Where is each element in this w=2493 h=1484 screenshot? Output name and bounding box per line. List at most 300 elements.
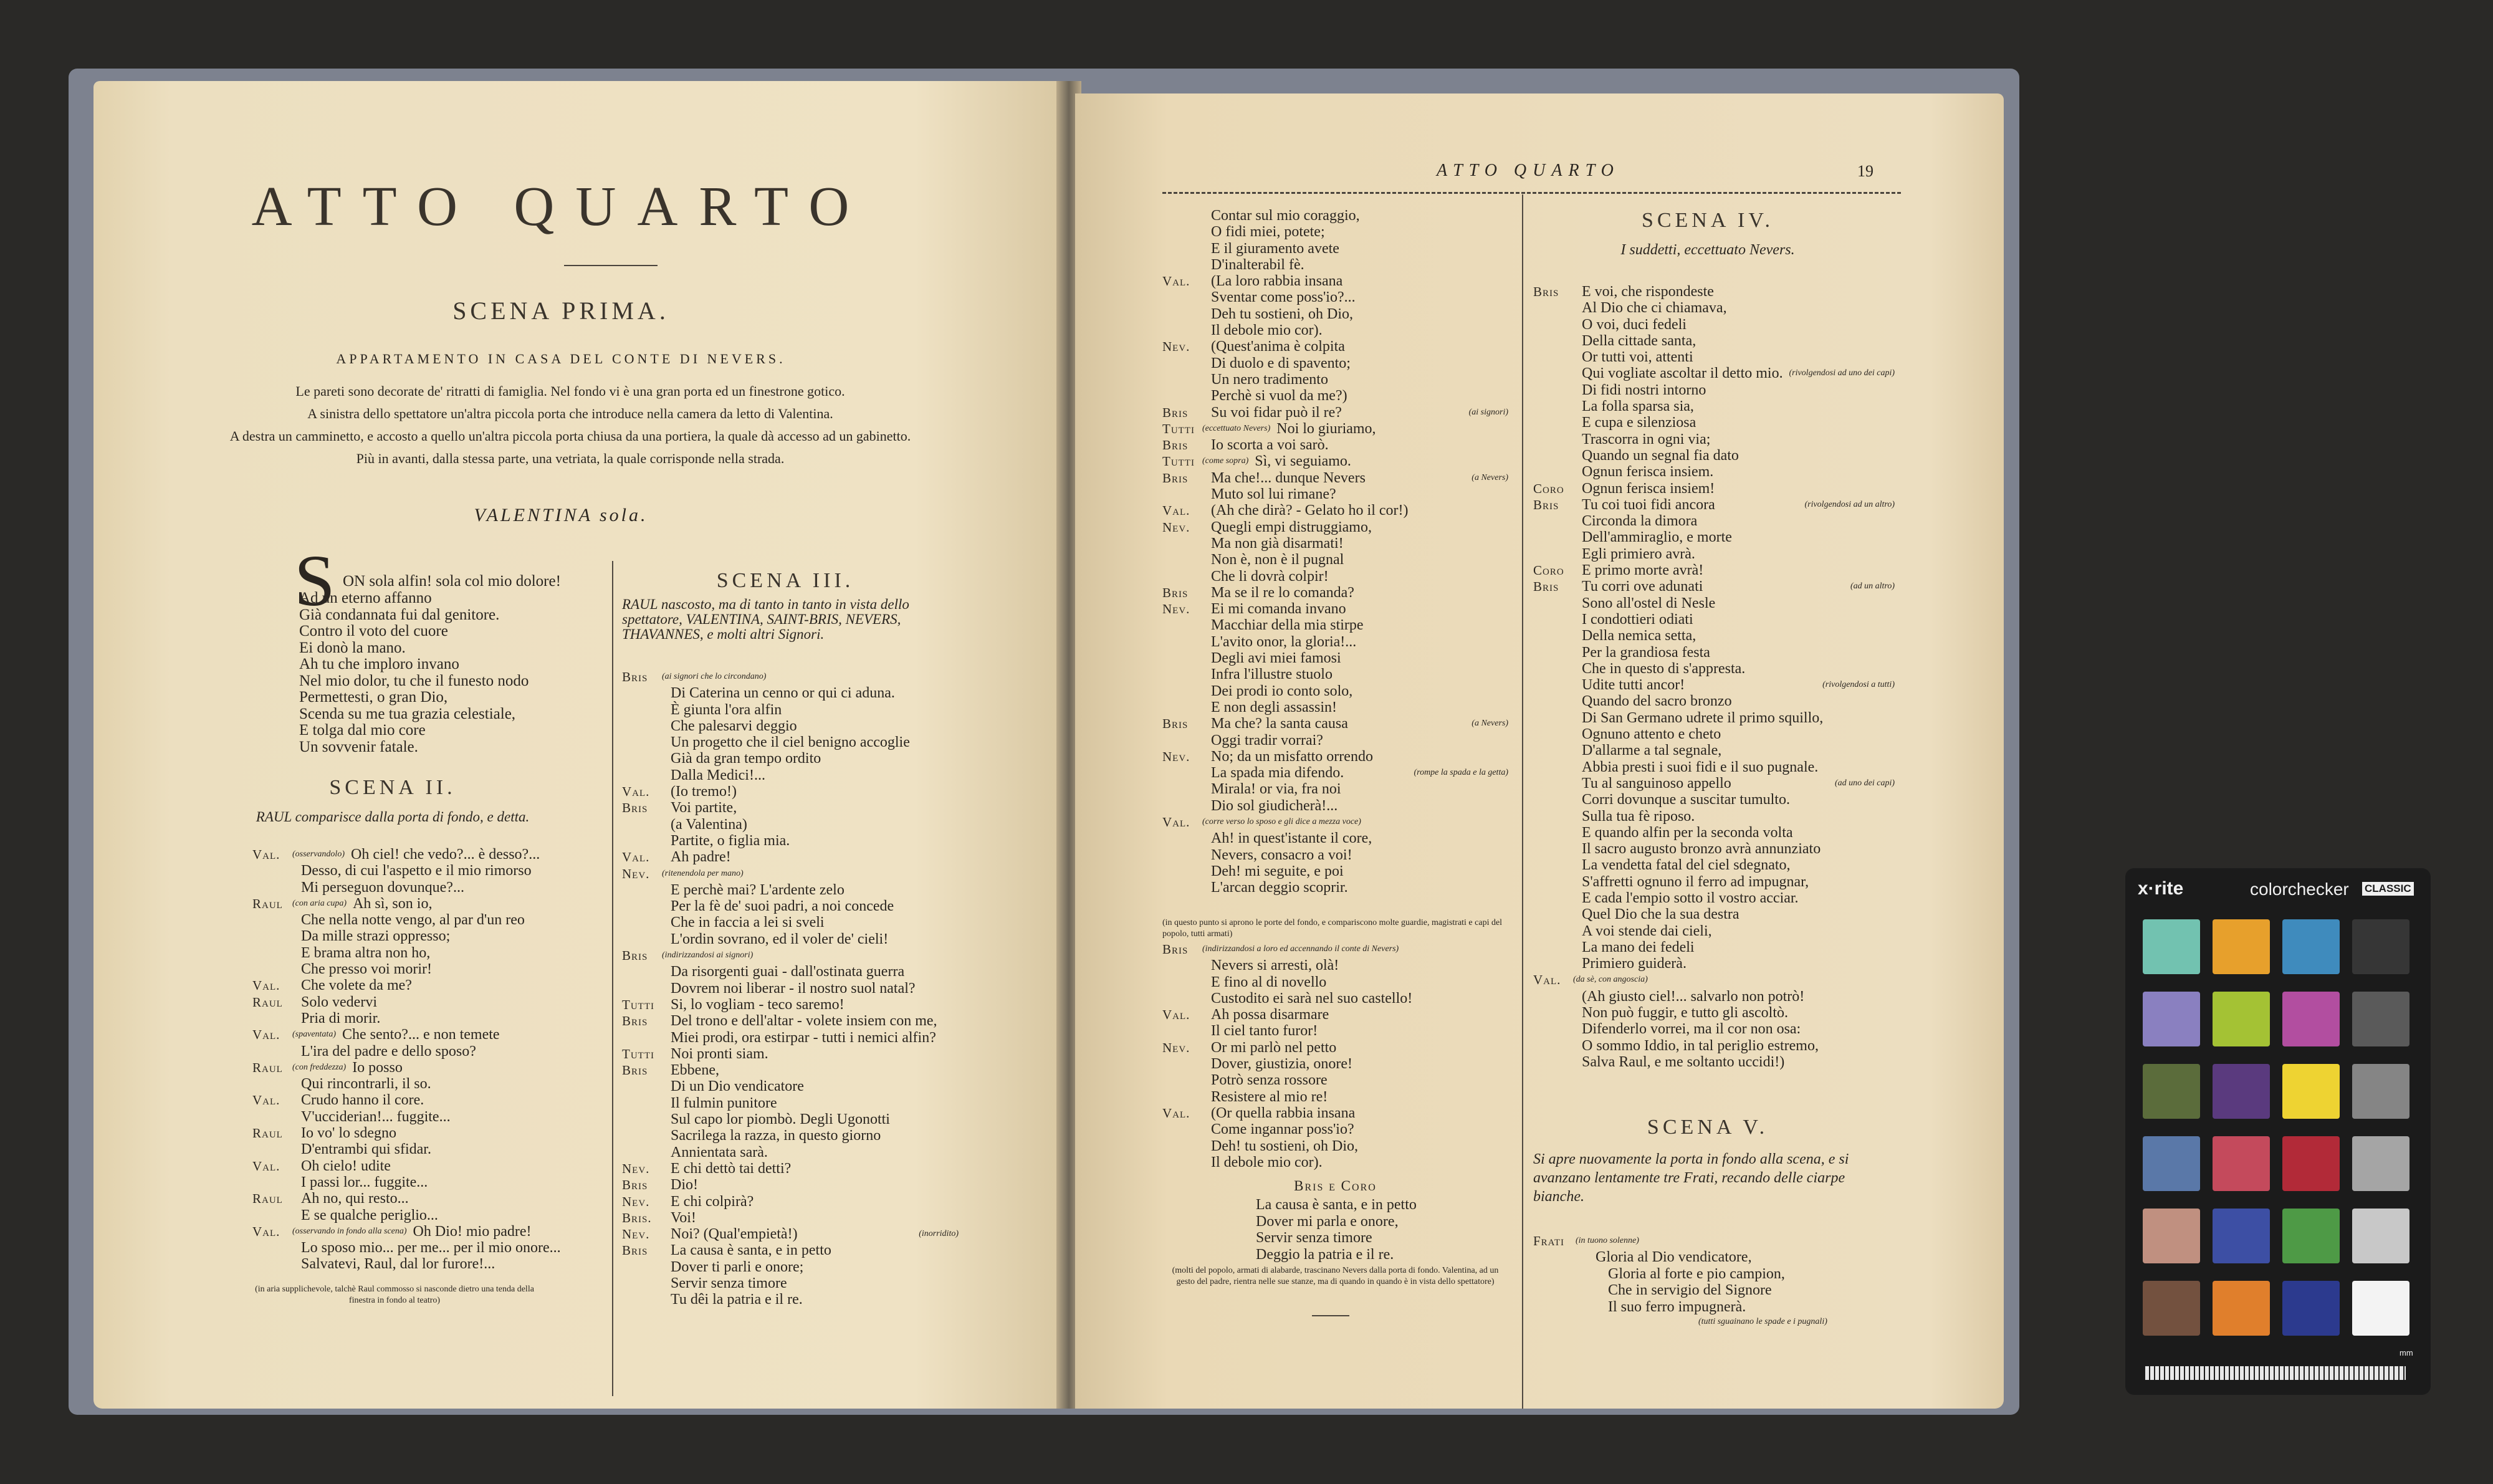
line-text: Di Caterina un cenno or qui ci aduna. <box>671 685 895 702</box>
dialogue-line <box>1162 273 1508 289</box>
verse: Dover mi parla e onore, <box>1256 1213 1399 1230</box>
dialogue-line <box>1162 683 1508 699</box>
dialogue-line <box>252 1174 533 1190</box>
dialogue-line <box>1162 617 1508 633</box>
speaker <box>1162 634 1211 650</box>
scena-iii-dialogue <box>622 669 959 1308</box>
speaker <box>1162 1138 1211 1154</box>
dialogue-line <box>1533 1054 1895 1070</box>
line-text: Degli avi miei famosi <box>1211 650 1341 667</box>
speaker: Nev. <box>1162 339 1190 355</box>
line-text: Noi pronti siam. <box>671 1045 768 1062</box>
line-text: Da risorgenti guai - dall'ostinata guerra <box>671 964 905 980</box>
scena-iii-title: SCENA III. <box>716 569 854 592</box>
line-text: I passi lor... fuggite... <box>301 1174 428 1190</box>
dialogue-line <box>1533 825 1895 841</box>
speaker: Bris <box>622 800 648 816</box>
dialogue-line <box>1162 1154 1508 1170</box>
speaker <box>1162 990 1211 1007</box>
dialogue-line <box>252 945 533 961</box>
right-col1-dialogue-2 <box>1162 941 1508 1170</box>
dialogue-line <box>1533 333 1895 349</box>
speaker <box>622 1095 671 1111</box>
dialogue-line <box>1533 857 1895 873</box>
speaker: Tutti <box>1162 421 1195 436</box>
line-text: Ebbene, <box>671 1062 719 1079</box>
line-text: Io scorta a voi sarò. <box>1211 437 1329 454</box>
dialogue-line <box>252 1223 533 1240</box>
dialogue-line <box>1162 765 1508 781</box>
line-text: Quando del sacro bronzo <box>1582 693 1732 710</box>
speaker <box>1533 939 1582 955</box>
line-text: Tu coi tuoi fidi ancora <box>1582 496 1715 513</box>
color-patch <box>2352 1136 2409 1191</box>
speaker <box>622 914 671 931</box>
frati-speaker-line <box>1533 1233 1895 1249</box>
dialogue-line <box>1533 923 1895 939</box>
speaker <box>1162 683 1211 699</box>
speaker: Bris <box>1162 470 1189 486</box>
speaker <box>1162 486 1211 502</box>
dialogue-line <box>1533 317 1895 333</box>
line-text: L'ordin sovrano, ed il voler de' cieli! <box>671 931 889 947</box>
color-patch <box>2213 1136 2270 1191</box>
dialogue-line <box>1533 300 1895 316</box>
dialogue-line <box>622 1046 959 1062</box>
speaker: Val. <box>252 847 280 862</box>
line-text: Di un Dio vendicatore <box>671 1078 804 1095</box>
speaker <box>1162 371 1211 388</box>
speaker <box>1533 710 1582 726</box>
dialogue-line <box>1162 732 1508 749</box>
right-stage-direction: (rivolgendosi ad un altro) <box>1804 499 1895 509</box>
dialogue-line <box>1162 749 1508 765</box>
dialogue-line <box>252 1240 561 1257</box>
dialogue-line <box>1533 972 1895 988</box>
speaker <box>622 1078 671 1094</box>
speaker: Frati <box>1533 1233 1565 1248</box>
speaker: Bris <box>1162 716 1189 732</box>
line-text: Annientata sarà. <box>671 1144 768 1161</box>
line-text: O sommo Iddio, in tal periglio estremo, <box>1582 1037 1819 1054</box>
scena-v-title: SCENA V. <box>1647 1116 1769 1139</box>
dialogue-line <box>252 1027 533 1043</box>
speaker: Tutti <box>1162 454 1195 469</box>
line-text: Ma se il re lo comanda? <box>1211 584 1354 601</box>
line-text: Oh Dio! mio padre! <box>413 1223 532 1240</box>
dialogue-line <box>1162 1121 1508 1137</box>
stage-direction: (osservandolo) <box>292 850 345 859</box>
speaker <box>1162 1072 1211 1088</box>
dialogue-line <box>252 1076 533 1092</box>
speaker <box>1162 289 1211 305</box>
line-text: Lo sposo mio... per me... per il mio onore... <box>301 1240 561 1257</box>
line-text: Della cittade santa, <box>1582 332 1696 349</box>
dialogue-line <box>252 994 533 1010</box>
dialogue-line <box>1162 519 1508 535</box>
stage-description <box>181 380 960 470</box>
speaker <box>622 718 671 734</box>
color-patch <box>2282 992 2340 1046</box>
line-text: Di fidi nostri intorno <box>1582 381 1706 398</box>
verse: Deggio la patria e il re. <box>1256 1246 1394 1263</box>
verse: La causa è santa, e in petto <box>1256 1197 1417 1213</box>
line-text: Che li dovrà colpir! <box>1211 568 1329 585</box>
line-text: Dei prodi io conto solo, <box>1211 682 1353 699</box>
line-text: Dalla Medici!... <box>671 767 765 783</box>
speaker <box>1533 300 1582 316</box>
speaker <box>252 1256 301 1272</box>
color-patch <box>2143 1209 2200 1263</box>
description-line: Le pareti sono decorate de' ritratti di famiglia. Nel fondo vi è una gran porta ed un finestrone gotico. <box>295 383 845 399</box>
dialogue-line <box>622 1161 959 1177</box>
line-text: Il debole mio cor). <box>1211 322 1323 339</box>
speaker: Bris <box>1533 284 1559 299</box>
speaker <box>1533 628 1582 644</box>
speaker <box>1533 382 1582 398</box>
line-text: Servir senza timore <box>671 1275 787 1291</box>
stage-direction: (spaventata) <box>292 1030 336 1040</box>
speaker <box>1162 1023 1211 1039</box>
col1-stage-note: (in questo punto si aprono le porte del fondo, e compariscono molte guardie, magistrati e capi del popolo, tutti armati) <box>1162 918 1503 939</box>
dialogue-line <box>1162 1056 1508 1072</box>
speaker <box>1533 989 1582 1005</box>
speaker <box>1533 906 1582 922</box>
speaker: Bris <box>622 948 648 964</box>
line-text: (Quest'anima è colpita <box>1211 338 1345 355</box>
dialogue-line <box>622 849 959 865</box>
dialogue-line <box>1533 693 1895 709</box>
dialogue-line <box>622 1111 959 1127</box>
dialogue-line <box>622 1275 959 1291</box>
speaker <box>1533 726 1582 742</box>
dialogue-line <box>1533 1038 1895 1054</box>
bris-coro-heading: Bris e Coro <box>1294 1178 1377 1194</box>
line-text: Su voi fidar può il re? <box>1211 404 1342 421</box>
line-text: Che presso voi morir! <box>301 961 432 978</box>
dialogue-line <box>622 783 959 800</box>
color-patch <box>2143 919 2200 974</box>
speaker <box>1533 431 1582 448</box>
speaker <box>1533 693 1582 709</box>
color-patch <box>2282 1064 2340 1119</box>
speaker <box>252 928 301 944</box>
dialogue-line <box>1533 906 1895 922</box>
dialogue-line <box>1162 990 1508 1007</box>
speaker <box>1533 857 1582 873</box>
dialogue-line <box>1162 257 1508 273</box>
line-text: Potrò senza rossore <box>1211 1072 1328 1089</box>
dialogue-line <box>1162 568 1508 585</box>
dialogue-line <box>1533 398 1895 414</box>
speaker <box>1162 1121 1211 1137</box>
speaker: Bris <box>1533 579 1559 595</box>
verse: Ad un eterno affanno <box>299 590 432 606</box>
line-text: Per la grandiosa festa <box>1582 644 1710 661</box>
stage-direction: (ritenendola per mano) <box>662 868 744 878</box>
dialogue-line <box>1533 497 1895 513</box>
dialogue-line <box>1162 941 1508 957</box>
line-text: Che in faccia a lei si sveli <box>671 914 825 931</box>
dialogue-line <box>1533 775 1895 792</box>
dialogue-line <box>252 896 533 912</box>
dialogue-line <box>1533 841 1895 857</box>
stage-direction: (indirizzandosi a loro ed accennando il conte di Nevers) <box>1202 944 1399 954</box>
dialogue-line <box>1533 562 1895 578</box>
dialogue-line <box>252 1010 533 1027</box>
setting-line: APPARTAMENTO IN CASA DEL CONTE DI NEVERS. <box>336 351 786 366</box>
dialogue-line <box>252 1256 533 1272</box>
dialogue-line <box>622 816 959 833</box>
dialogue-line <box>1533 481 1895 497</box>
line-text: Mirala! or via, fra noi <box>1211 781 1341 798</box>
line-text: Macchiar della mia stirpe <box>1211 617 1364 634</box>
dialogue-line <box>622 1259 959 1275</box>
dialogue-line <box>1162 502 1508 519</box>
speaker <box>1533 661 1582 677</box>
dialogue-line <box>1533 890 1895 906</box>
right-stage-direction: (inorridito) <box>919 1229 959 1239</box>
dialogue-line <box>622 734 959 750</box>
line-text: Noi lo giuriamo, <box>1276 420 1376 437</box>
speaker <box>1162 355 1211 371</box>
speaker <box>1162 241 1211 257</box>
line-text: Qui rincontrarli, il so. <box>301 1076 431 1093</box>
speaker: Raul <box>252 994 283 1010</box>
speaker: Bris <box>622 1243 648 1258</box>
dialogue-line <box>1162 650 1508 666</box>
dialogue-line <box>1162 1007 1508 1023</box>
speaker: Val. <box>252 1158 280 1174</box>
dialogue-line <box>1533 955 1895 972</box>
column-divider <box>612 561 613 1396</box>
speaker: Val. <box>252 978 280 993</box>
speaker <box>1533 644 1582 661</box>
line-text: Trascorra in ogni via; <box>1582 431 1711 448</box>
speaker <box>252 1207 301 1223</box>
dialogue-line <box>622 1177 959 1193</box>
dialogue-line <box>1162 699 1508 716</box>
dialogue-line <box>252 1207 533 1223</box>
line-text: La causa è santa, e in petto <box>671 1242 831 1259</box>
line-text: (Ah che dirà? - Gelato ho il cor!) <box>1211 502 1409 519</box>
dialogue-line <box>252 912 533 928</box>
line-text: Io vo' lo sdegno <box>301 1125 396 1142</box>
line-text: Il ciel tanto furor! <box>1211 1023 1318 1040</box>
right-stage-direction: (rivolgendosi ad uno dei capi) <box>1789 368 1895 378</box>
speaker <box>1162 847 1211 863</box>
line-text: La spada mia difendo. <box>1211 765 1344 782</box>
line-text: E il giuramento avete <box>1211 240 1339 257</box>
scena-v-subtitle: Si apre nuovamente la porta in fondo alla scena, e si avanzano lentamente tre Frati, recando delle ciarpe bianche. <box>1533 1151 1849 1205</box>
dialogue-line <box>622 750 959 767</box>
line-text: Abbia presti i suoi fidi e il suo pugnale. <box>1582 759 1819 775</box>
line-text: Oh ciel! che vedo?... è desso?... <box>351 846 540 863</box>
speaker <box>1162 1089 1211 1105</box>
dialogue-line <box>622 1062 959 1078</box>
right-stage-direction: (ad uno dei capi) <box>1834 778 1895 788</box>
right-stage-direction: (a Nevers) <box>1471 472 1508 482</box>
line-text: Già da gran tempo ordito <box>671 750 821 767</box>
line-text: Ognun ferisca insiem! <box>1582 480 1715 497</box>
speaker <box>1162 1056 1211 1072</box>
aria-verses <box>299 590 529 755</box>
dialogue-line <box>622 866 959 882</box>
speaker: Val. <box>1162 274 1190 289</box>
line-text: Ah sì, son io, <box>353 895 433 912</box>
line-text: Ognuno attento e cheto <box>1582 726 1721 743</box>
scena-ii-title: SCENA II. <box>329 776 456 799</box>
line-text: Qui vogliate ascoltar il detto mio. <box>1582 365 1783 382</box>
line-text: Che in questo di s'appresta. <box>1582 660 1746 677</box>
speaker <box>1533 1054 1582 1070</box>
verse: Che in servigio del Signore <box>1608 1282 1772 1298</box>
dialogue-line <box>1533 382 1895 398</box>
speaker: Bris <box>1533 497 1559 512</box>
speaker <box>622 964 671 980</box>
speaker: Nev. <box>1162 1040 1190 1055</box>
line-text: E perchè mai? L'ardente zelo <box>671 881 845 898</box>
line-text: Desso, di cui l'aspetto e il mio rimorso <box>301 863 532 879</box>
speaker: Raul <box>252 896 283 911</box>
speaker <box>622 1291 671 1308</box>
line-text: Un nero tradimento <box>1211 371 1328 388</box>
dialogue-line <box>622 882 959 898</box>
speaker: Raul <box>252 1060 283 1075</box>
dialogue-line <box>1533 448 1895 464</box>
speaker: Bris <box>1162 405 1189 420</box>
speaker: Nev. <box>622 1161 650 1176</box>
line-text: Che sento?... e non temete <box>342 1027 500 1043</box>
speaker <box>1533 464 1582 480</box>
color-patch <box>2143 1064 2200 1119</box>
line-text: Deh tu sostieni, oh Dio, <box>1211 305 1353 322</box>
line-text: E cupa e silenziosa <box>1582 414 1696 431</box>
dialogue-line <box>1533 939 1895 955</box>
speaker <box>1533 398 1582 414</box>
color-patch <box>2352 1281 2409 1336</box>
verse: E tolga dal mio core <box>299 722 426 739</box>
dialogue-line <box>1162 974 1508 990</box>
line-text: O voi, duci fedeli <box>1582 316 1687 333</box>
speaker <box>1533 890 1582 906</box>
speaker <box>1162 388 1211 404</box>
dialogue-line <box>1162 1023 1508 1039</box>
speaker <box>1533 546 1582 562</box>
speaker <box>1533 1021 1582 1037</box>
line-text: Ma che? la santa causa <box>1211 716 1348 732</box>
line-text: Deh! tu sostieni, oh Dio, <box>1211 1137 1358 1154</box>
line-text: E fino al di novello <box>1211 974 1327 990</box>
line-text: Di San Germano udrete il primo squillo, <box>1582 709 1824 726</box>
right-column-divider <box>1522 194 1523 1409</box>
line-text: Quel Dio che la sua destra <box>1582 906 1739 923</box>
line-text: Che palesarvi deggio <box>671 717 797 734</box>
speaker: Raul <box>252 1191 283 1207</box>
speaker <box>1533 333 1582 349</box>
line-text: Voi! <box>671 1209 696 1226</box>
speaker <box>1533 825 1582 841</box>
stage-direction: (indirizzandosi ai signori) <box>662 950 754 960</box>
dialogue-line <box>252 1158 533 1174</box>
verse: Già condannata fui dal genitore. <box>299 606 500 623</box>
dialogue-line <box>622 947 959 964</box>
speaker: Val. <box>1162 1007 1190 1023</box>
dialogue-line <box>1533 431 1895 448</box>
speaker: Val. <box>252 1223 280 1239</box>
color-patch <box>2282 919 2340 974</box>
speaker: Bris <box>622 1177 648 1193</box>
line-text: Or mi parlò nel petto <box>1211 1039 1337 1056</box>
dialogue-line <box>252 1092 533 1108</box>
dialogue-line <box>622 669 959 685</box>
dialogue-line <box>1533 284 1895 300</box>
line-text: E chi dettò tai detti? <box>671 1160 792 1177</box>
verse: Ah tu che imploro invano <box>299 656 459 673</box>
verse: Gloria al Dio vendicatore, <box>1596 1249 1752 1265</box>
speaker <box>252 1043 301 1060</box>
speaker <box>1533 513 1582 529</box>
line-text: Si, lo vogliam - teco saremo! <box>671 996 845 1013</box>
line-text: Come ingannar poss'io? <box>1211 1121 1354 1138</box>
dialogue-line <box>1162 306 1508 322</box>
dialogue-line <box>622 997 959 1013</box>
speaker: Bris <box>622 1063 648 1078</box>
line-text: L'ira del padre e dello sposo? <box>301 1043 476 1060</box>
color-patch <box>2213 1064 2270 1119</box>
dialogue-line <box>1162 814 1508 830</box>
speaker <box>252 961 301 977</box>
dialogue-line <box>1162 421 1508 437</box>
dialogue-line <box>1533 595 1895 611</box>
speaker <box>1162 535 1211 552</box>
line-text: Quegli empi distruggiamo, <box>1211 519 1372 535</box>
stage-direction: (eccettuato Nevers) <box>1202 423 1271 433</box>
dialogue-line <box>1533 414 1895 431</box>
dialogue-line <box>622 931 959 947</box>
dialogue-line <box>1533 513 1895 529</box>
line-text: Quando un segnal fia dato <box>1582 447 1739 464</box>
speaker <box>1162 974 1211 990</box>
line-text: Sventar come poss'io?... <box>1211 289 1356 306</box>
verse: Permettesti, o gran Dio, <box>299 689 448 706</box>
dialogue-line <box>622 685 959 701</box>
line-text: Partite, o figlia mia. <box>671 832 790 849</box>
line-text: Primiero guiderà. <box>1582 955 1687 972</box>
line-text: Io posso <box>352 1059 403 1076</box>
speaker <box>622 734 671 750</box>
speaker <box>252 1076 301 1092</box>
mm-label: mm <box>2400 1348 2413 1357</box>
dialogue-line <box>1533 742 1895 759</box>
speaker <box>1162 830 1211 846</box>
color-patch <box>2213 1209 2270 1263</box>
speaker <box>1533 874 1582 890</box>
scena-iv-subtitle: I suddetti, eccettuato Nevers. <box>1620 242 1795 258</box>
verse: Ei donò la mano. <box>299 639 406 656</box>
line-text: Il sacro augusto bronzo avrà annunziato <box>1582 841 1821 858</box>
dialogue-line <box>1533 808 1895 825</box>
dialogue-line <box>1162 798 1508 814</box>
dialogue-line <box>1162 208 1508 224</box>
dialogue-line <box>622 1078 959 1094</box>
line-text: Al Dio che ci chiamava, <box>1582 300 1727 317</box>
speaker <box>252 879 301 896</box>
speaker <box>1533 529 1582 545</box>
speaker <box>1533 742 1582 759</box>
line-text: E brama altra non ho, <box>301 944 431 961</box>
line-text: Ma che!... dunque Nevers <box>1211 469 1366 486</box>
